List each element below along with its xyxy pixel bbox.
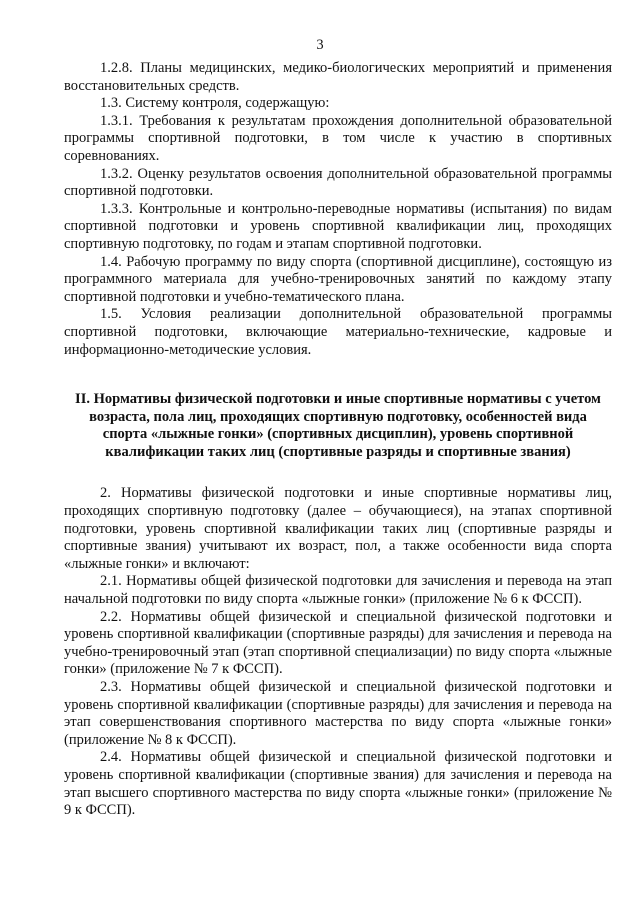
paragraph-1-4: 1.4. Рабочую программу по виду спорта (спортивной дисциплине), состоящую из программного материала для учебно-тренировочных занятий по каждому этапу спортивной подготовки и учебно-тематического плана. xyxy=(64,253,612,305)
page-number: 3 xyxy=(316,37,324,53)
paragraph-2: 2. Нормативы физической подготовки и иные спортивные нормативы лиц, проходящих спортивную подготовку (далее – обучающиеся), на этапах спортивной подготовки, уровень спортивной квалификации таких лиц (спортивные разряды и спортивные звания) учитывают их возраст, пол, а также особенности вида спорта «лыжные гонки» и включают: xyxy=(64,485,612,572)
paragraph-2-3: 2.3. Нормативы общей физической и специальной физической подготовки и уровень спортивной квалификации (спортивные разряды) для зачисления и перевода на этап совершенствования спортивного мастерства по виду спорта «лыжные гонки» (приложение № 8 к ФССП). xyxy=(64,679,612,748)
paragraph-1-3-1: 1.3.1. Требования к результатам прохождения дополнительной образовательной программы спортивной подготовки, в том числе к участию в спортивных соревнованиях. xyxy=(64,112,612,164)
paragraph-1-3-3: 1.3.3. Контрольные и контрольно-переводные нормативы (испытания) по видам спортивной подготовки и уровень спортивной квалификации лиц, проходящих спортивную подготовку, по годам и этапам спортивной подготовки. xyxy=(64,200,612,252)
paragraph-2-1: 2.1. Нормативы общей физической подготовки для зачисления и перевода на этап начальной подготовки по виду спорта «лыжные гонки» (приложение № 6 к ФССП). xyxy=(64,573,612,608)
paragraph-1-2-8: 1.2.8. Планы медицинских, медико-биологических мероприятий и применения восстановительных средств. xyxy=(64,60,612,94)
paragraph-1-3-2: 1.3.2. Оценку результатов освоения дополнительной образовательной программы спортивной подготовки. xyxy=(64,165,612,200)
paragraph-2-4: 2.4. Нормативы общей физической и специальной физической подготовки и уровень спортивной квалификации (спортивные звания) для зачисления и перевода на этап высшего спортивного мастерства по виду спорта «лыжные гонки» (приложение № 9 к ФССП). xyxy=(64,749,612,819)
paragraph-1-3: 1.3. Систему контроля, содержащую: xyxy=(100,95,330,112)
paragraph-1-5: 1.5. Условия реализации дополнительной образовательной программы спортивной подготовки, включающие материально-технические, кадровые и информационно-методические условия. xyxy=(64,306,612,358)
document-body xyxy=(64,60,612,820)
spacer xyxy=(64,461,612,485)
paragraph-2-2: 2.2. Нормативы общей физической и специальной физической подготовки и уровень спортивной квалификации (спортивные разряды) для зачисления и перевода на учебно-тренировочный этап (этап спортивной специализации) по виду спорта «лыжные гонки» (приложение № 7 к ФССП). xyxy=(64,608,612,678)
section-heading: II. Нормативы физической подготовки и иные спортивные нормативы с учетом возраста, пола лиц, проходящих спортивную подготовку, особенностей вида спорта «лыжные гонки» (спортивных дисциплин), уровень спортивной квалификации таких лиц (спортивные разряды и спортивные звания) xyxy=(75,391,601,460)
